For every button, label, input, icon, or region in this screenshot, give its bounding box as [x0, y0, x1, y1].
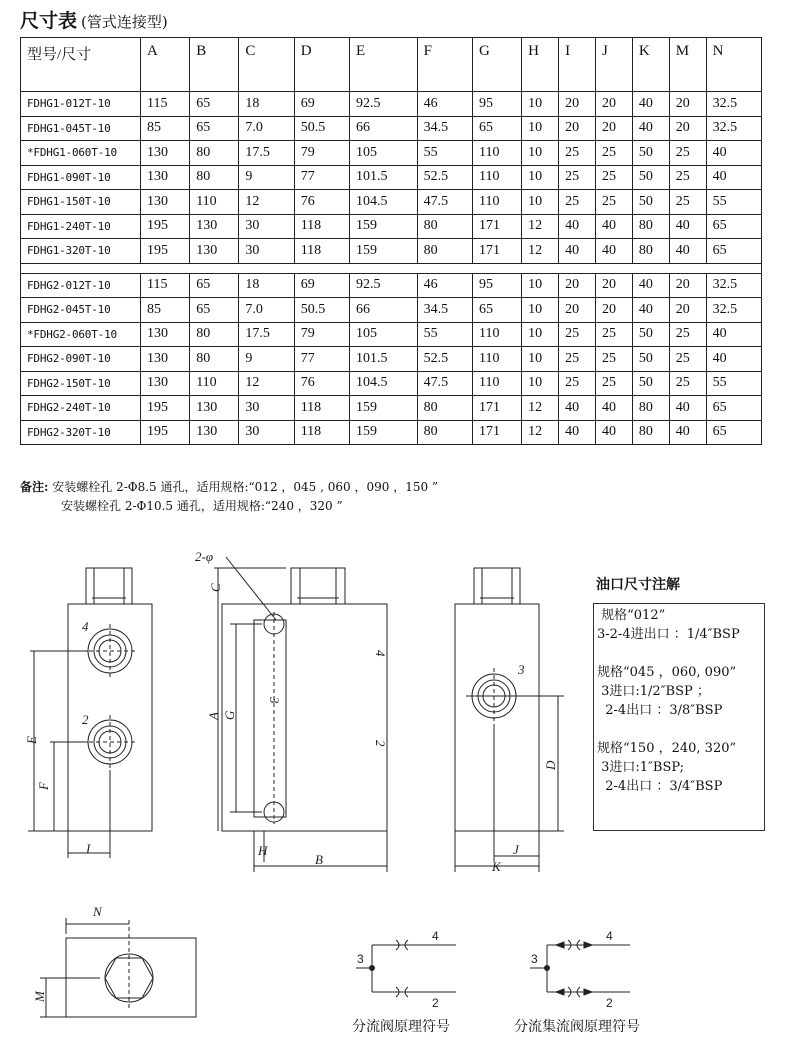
value-cell: 130: [141, 165, 190, 190]
value-cell: 40: [632, 92, 669, 117]
value-cell: 50: [632, 371, 669, 396]
dim-C: C: [208, 583, 223, 592]
dim-E: E: [24, 736, 39, 744]
value-cell: 80: [190, 322, 239, 347]
value-cell: 95: [472, 92, 521, 117]
value-cell: 118: [294, 239, 349, 264]
value-cell: 25: [669, 190, 706, 215]
value-cell: 40: [559, 214, 596, 239]
top-view-drawing: [40, 918, 196, 1017]
header-G: G: [472, 38, 521, 92]
value-cell: 110: [472, 190, 521, 215]
value-cell: 50: [632, 141, 669, 166]
value-cell: 52.5: [417, 165, 472, 190]
side-port-2-label: 2: [373, 740, 388, 747]
value-cell: 40: [559, 396, 596, 421]
value-cell: 40: [706, 322, 761, 347]
value-cell: 17.5: [239, 322, 294, 347]
port-note-line: 3进口:1″BSP;: [597, 760, 685, 775]
value-cell: 80: [190, 347, 239, 372]
remarks-line-2: 安装螺栓孔 2-Φ10.5 通孔，适用规格:“240 ，320 ”: [61, 499, 343, 513]
value-cell: 40: [595, 396, 632, 421]
value-cell: 65: [190, 116, 239, 141]
value-cell: 130: [141, 190, 190, 215]
model-cell: FDHG1-320T-10: [21, 239, 141, 264]
value-cell: 10: [522, 298, 559, 323]
value-cell: 50: [632, 165, 669, 190]
model-cell: FDHG2-090T-10: [21, 347, 141, 372]
value-cell: 32.5: [706, 92, 761, 117]
value-cell: 40: [706, 141, 761, 166]
value-cell: 7.0: [239, 298, 294, 323]
value-cell: 80: [632, 396, 669, 421]
value-cell: 20: [595, 92, 632, 117]
value-cell: 110: [472, 322, 521, 347]
value-cell: 46: [417, 92, 472, 117]
value-cell: 110: [190, 190, 239, 215]
value-cell: 76: [294, 190, 349, 215]
port-2-label: 2: [82, 712, 89, 727]
value-cell: 20: [559, 273, 596, 298]
header-model: 型号/尺寸: [21, 38, 141, 92]
divider-port-2: 2: [432, 996, 439, 1010]
value-cell: 25: [559, 371, 596, 396]
port-note-line: 规格“150 ，240, 320”: [597, 741, 737, 756]
port-note-line: 2-4出口 ：3/4″BSP: [597, 779, 723, 794]
value-cell: 80: [417, 239, 472, 264]
port-note-line: 规格“012”: [597, 608, 666, 623]
dim-N: N: [93, 904, 102, 919]
value-cell: 110: [472, 347, 521, 372]
value-cell: 50: [632, 322, 669, 347]
value-cell: 79: [294, 141, 349, 166]
value-cell: 130: [190, 420, 239, 445]
value-cell: 85: [141, 298, 190, 323]
dim-G: G: [222, 710, 237, 720]
value-cell: 25: [669, 347, 706, 372]
value-cell: 80: [417, 214, 472, 239]
value-cell: 80: [632, 214, 669, 239]
model-cell: FDHG1-090T-10: [21, 165, 141, 190]
value-cell: 10: [522, 273, 559, 298]
value-cell: 77: [294, 165, 349, 190]
hole-spec-label: 2-φ: [195, 549, 214, 564]
value-cell: 12: [522, 214, 559, 239]
value-cell: 20: [669, 92, 706, 117]
value-cell: 118: [294, 396, 349, 421]
title-sub: (管式连接型): [81, 13, 168, 31]
dim-D: D: [543, 760, 558, 770]
model-cell: FDHG2-045T-10: [21, 298, 141, 323]
value-cell: 25: [669, 165, 706, 190]
dim-A: A: [206, 712, 221, 720]
value-cell: 130: [141, 371, 190, 396]
value-cell: 130: [141, 347, 190, 372]
value-cell: 10: [522, 322, 559, 347]
value-cell: 40: [595, 239, 632, 264]
header-A: A: [141, 38, 190, 92]
value-cell: 7.0: [239, 116, 294, 141]
port-note-line: 2-4出口 ：3/8″BSP: [597, 703, 723, 718]
value-cell: 195: [141, 239, 190, 264]
value-cell: 25: [595, 190, 632, 215]
value-cell: 55: [706, 371, 761, 396]
value-cell: 65: [190, 92, 239, 117]
value-cell: 46: [417, 273, 472, 298]
value-cell: 130: [141, 141, 190, 166]
end-view-drawing: [455, 568, 564, 872]
value-cell: 95: [472, 273, 521, 298]
dim-J: J: [513, 842, 519, 857]
model-cell: FDHG1-150T-10: [21, 190, 141, 215]
value-cell: 130: [190, 239, 239, 264]
value-cell: 10: [522, 116, 559, 141]
value-cell: 130: [190, 396, 239, 421]
value-cell: 80: [190, 165, 239, 190]
value-cell: 80: [190, 141, 239, 166]
value-cell: 25: [559, 322, 596, 347]
side-port-4-label: 4: [373, 650, 388, 657]
dim-H: H: [258, 843, 268, 858]
value-cell: 34.5: [417, 298, 472, 323]
value-cell: 18: [239, 92, 294, 117]
value-cell: 40: [559, 239, 596, 264]
value-cell: 65: [706, 420, 761, 445]
value-cell: 12: [239, 190, 294, 215]
value-cell: 101.5: [350, 165, 418, 190]
header-H: H: [522, 38, 559, 92]
header-I: I: [559, 38, 596, 92]
value-cell: 195: [141, 396, 190, 421]
side-view-drawing: [214, 557, 387, 872]
value-cell: 65: [190, 273, 239, 298]
value-cell: 130: [190, 214, 239, 239]
value-cell: 66: [350, 298, 418, 323]
dim-I: I: [86, 841, 91, 856]
value-cell: 40: [706, 347, 761, 372]
value-cell: 9: [239, 165, 294, 190]
value-cell: 80: [632, 420, 669, 445]
value-cell: 52.5: [417, 347, 472, 372]
value-cell: 47.5: [417, 190, 472, 215]
value-cell: 50: [632, 190, 669, 215]
value-cell: 118: [294, 420, 349, 445]
header-D: D: [294, 38, 349, 92]
value-cell: 25: [595, 322, 632, 347]
divider-port-3: 3: [357, 952, 364, 966]
divider-symbol-caption: 分流阀原理符号: [352, 1019, 450, 1035]
value-cell: 40: [595, 420, 632, 445]
value-cell: 40: [669, 214, 706, 239]
value-cell: 69: [294, 92, 349, 117]
header-M: M: [669, 38, 706, 92]
value-cell: 69: [294, 273, 349, 298]
value-cell: 66: [350, 116, 418, 141]
value-cell: 80: [632, 239, 669, 264]
value-cell: 30: [239, 396, 294, 421]
header-F: F: [417, 38, 472, 92]
value-cell: 85: [141, 116, 190, 141]
divider-port-4: 4: [432, 929, 439, 943]
value-cell: 30: [239, 214, 294, 239]
model-cell: FDHG2-012T-10: [21, 273, 141, 298]
header-C: C: [239, 38, 294, 92]
value-cell: 65: [190, 298, 239, 323]
dim-B: B: [315, 852, 323, 867]
remarks-line-1: 安装螺栓孔 2-Φ8.5 通孔，适用规格:“012 ，045 , 060 ，090 ，150 ”: [52, 480, 439, 494]
value-cell: 65: [706, 214, 761, 239]
value-cell: 25: [559, 141, 596, 166]
value-cell: 104.5: [350, 190, 418, 215]
value-cell: 105: [350, 322, 418, 347]
value-cell: 40: [632, 116, 669, 141]
value-cell: 12: [522, 420, 559, 445]
value-cell: 171: [472, 214, 521, 239]
header-K: K: [632, 38, 669, 92]
value-cell: 10: [522, 347, 559, 372]
combiner-port-3: 3: [531, 952, 538, 966]
divider-valve-symbol: [356, 940, 456, 997]
value-cell: 76: [294, 371, 349, 396]
model-cell: *FDHG2-060T-10: [21, 322, 141, 347]
value-cell: 10: [522, 92, 559, 117]
value-cell: 115: [141, 92, 190, 117]
header-N: N: [706, 38, 761, 92]
value-cell: 40: [706, 165, 761, 190]
value-cell: 40: [559, 420, 596, 445]
remarks-label: 备注:: [20, 480, 49, 494]
value-cell: 25: [669, 371, 706, 396]
value-cell: 92.5: [350, 92, 418, 117]
combiner-port-4: 4: [606, 929, 613, 943]
value-cell: 25: [595, 371, 632, 396]
value-cell: 25: [559, 347, 596, 372]
value-cell: 80: [417, 420, 472, 445]
side-port-3-label: 3: [267, 697, 282, 704]
value-cell: 20: [595, 273, 632, 298]
value-cell: 171: [472, 239, 521, 264]
value-cell: 10: [522, 141, 559, 166]
value-cell: 159: [350, 420, 418, 445]
value-cell: 25: [595, 141, 632, 166]
value-cell: 65: [706, 396, 761, 421]
dim-F: F: [36, 782, 51, 790]
value-cell: 65: [472, 116, 521, 141]
value-cell: 30: [239, 239, 294, 264]
value-cell: 25: [595, 347, 632, 372]
value-cell: 115: [141, 273, 190, 298]
model-cell: *FDHG1-060T-10: [21, 141, 141, 166]
value-cell: 118: [294, 214, 349, 239]
value-cell: 12: [239, 371, 294, 396]
value-cell: 12: [522, 396, 559, 421]
value-cell: 20: [669, 273, 706, 298]
port-note-line: 3进口:1/2″BSP ；: [597, 684, 710, 699]
value-cell: 9: [239, 347, 294, 372]
value-cell: 20: [559, 298, 596, 323]
value-cell: 40: [632, 273, 669, 298]
title-main: 尺寸表: [20, 10, 78, 32]
value-cell: 50.5: [294, 298, 349, 323]
value-cell: 55: [706, 190, 761, 215]
value-cell: 25: [559, 190, 596, 215]
value-cell: 25: [669, 322, 706, 347]
port-3-label: 3: [518, 662, 525, 677]
value-cell: 55: [417, 322, 472, 347]
combiner-valve-symbol: [530, 940, 630, 997]
value-cell: 50: [632, 347, 669, 372]
value-cell: 32.5: [706, 298, 761, 323]
value-cell: 17.5: [239, 141, 294, 166]
value-cell: 20: [559, 116, 596, 141]
value-cell: 40: [669, 239, 706, 264]
value-cell: 77: [294, 347, 349, 372]
value-cell: 34.5: [417, 116, 472, 141]
value-cell: 104.5: [350, 371, 418, 396]
value-cell: 10: [522, 371, 559, 396]
port-4-label: 4: [82, 619, 89, 634]
value-cell: 110: [472, 165, 521, 190]
model-cell: FDHG2-240T-10: [21, 396, 141, 421]
value-cell: 40: [595, 214, 632, 239]
port-note-line: 3-2-4进出口 ：1/4″BSP: [597, 627, 740, 642]
value-cell: 20: [595, 298, 632, 323]
value-cell: 130: [141, 322, 190, 347]
value-cell: 32.5: [706, 116, 761, 141]
value-cell: 110: [190, 371, 239, 396]
header-E: E: [350, 38, 418, 92]
value-cell: 171: [472, 420, 521, 445]
model-cell: FDHG1-240T-10: [21, 214, 141, 239]
model-cell: FDHG1-045T-10: [21, 116, 141, 141]
value-cell: 10: [522, 190, 559, 215]
value-cell: 159: [350, 396, 418, 421]
port-note-line: 规格“045 ，060, 090”: [597, 665, 737, 680]
dim-K: K: [492, 859, 501, 874]
value-cell: 40: [669, 420, 706, 445]
value-cell: 40: [632, 298, 669, 323]
header-J: J: [595, 38, 632, 92]
value-cell: 159: [350, 214, 418, 239]
front-view-drawing: [28, 568, 152, 858]
value-cell: 101.5: [350, 347, 418, 372]
value-cell: 105: [350, 141, 418, 166]
value-cell: 18: [239, 273, 294, 298]
value-cell: 12: [522, 239, 559, 264]
value-cell: 20: [669, 298, 706, 323]
value-cell: 79: [294, 322, 349, 347]
value-cell: 40: [669, 396, 706, 421]
combiner-port-2: 2: [606, 996, 613, 1010]
combiner-symbol-caption: 分流集流阀原理符号: [514, 1019, 640, 1035]
value-cell: 20: [595, 116, 632, 141]
value-cell: 25: [595, 165, 632, 190]
value-cell: 110: [472, 141, 521, 166]
value-cell: 10: [522, 165, 559, 190]
value-cell: 47.5: [417, 371, 472, 396]
value-cell: 171: [472, 396, 521, 421]
value-cell: 20: [669, 116, 706, 141]
value-cell: 80: [417, 396, 472, 421]
model-cell: FDHG2-320T-10: [21, 420, 141, 445]
value-cell: 195: [141, 214, 190, 239]
value-cell: 25: [559, 165, 596, 190]
model-cell: FDHG1-012T-10: [21, 92, 141, 117]
value-cell: 92.5: [350, 273, 418, 298]
value-cell: 55: [417, 141, 472, 166]
value-cell: 32.5: [706, 273, 761, 298]
dim-M: M: [32, 991, 47, 1002]
value-cell: 110: [472, 371, 521, 396]
value-cell: 30: [239, 420, 294, 445]
value-cell: 20: [559, 92, 596, 117]
header-B: B: [190, 38, 239, 92]
port-notes-title: 油口尺寸注解: [596, 577, 680, 593]
value-cell: 65: [472, 298, 521, 323]
value-cell: 65: [706, 239, 761, 264]
value-cell: 195: [141, 420, 190, 445]
value-cell: 159: [350, 239, 418, 264]
model-cell: FDHG2-150T-10: [21, 371, 141, 396]
value-cell: 50.5: [294, 116, 349, 141]
value-cell: 25: [669, 141, 706, 166]
